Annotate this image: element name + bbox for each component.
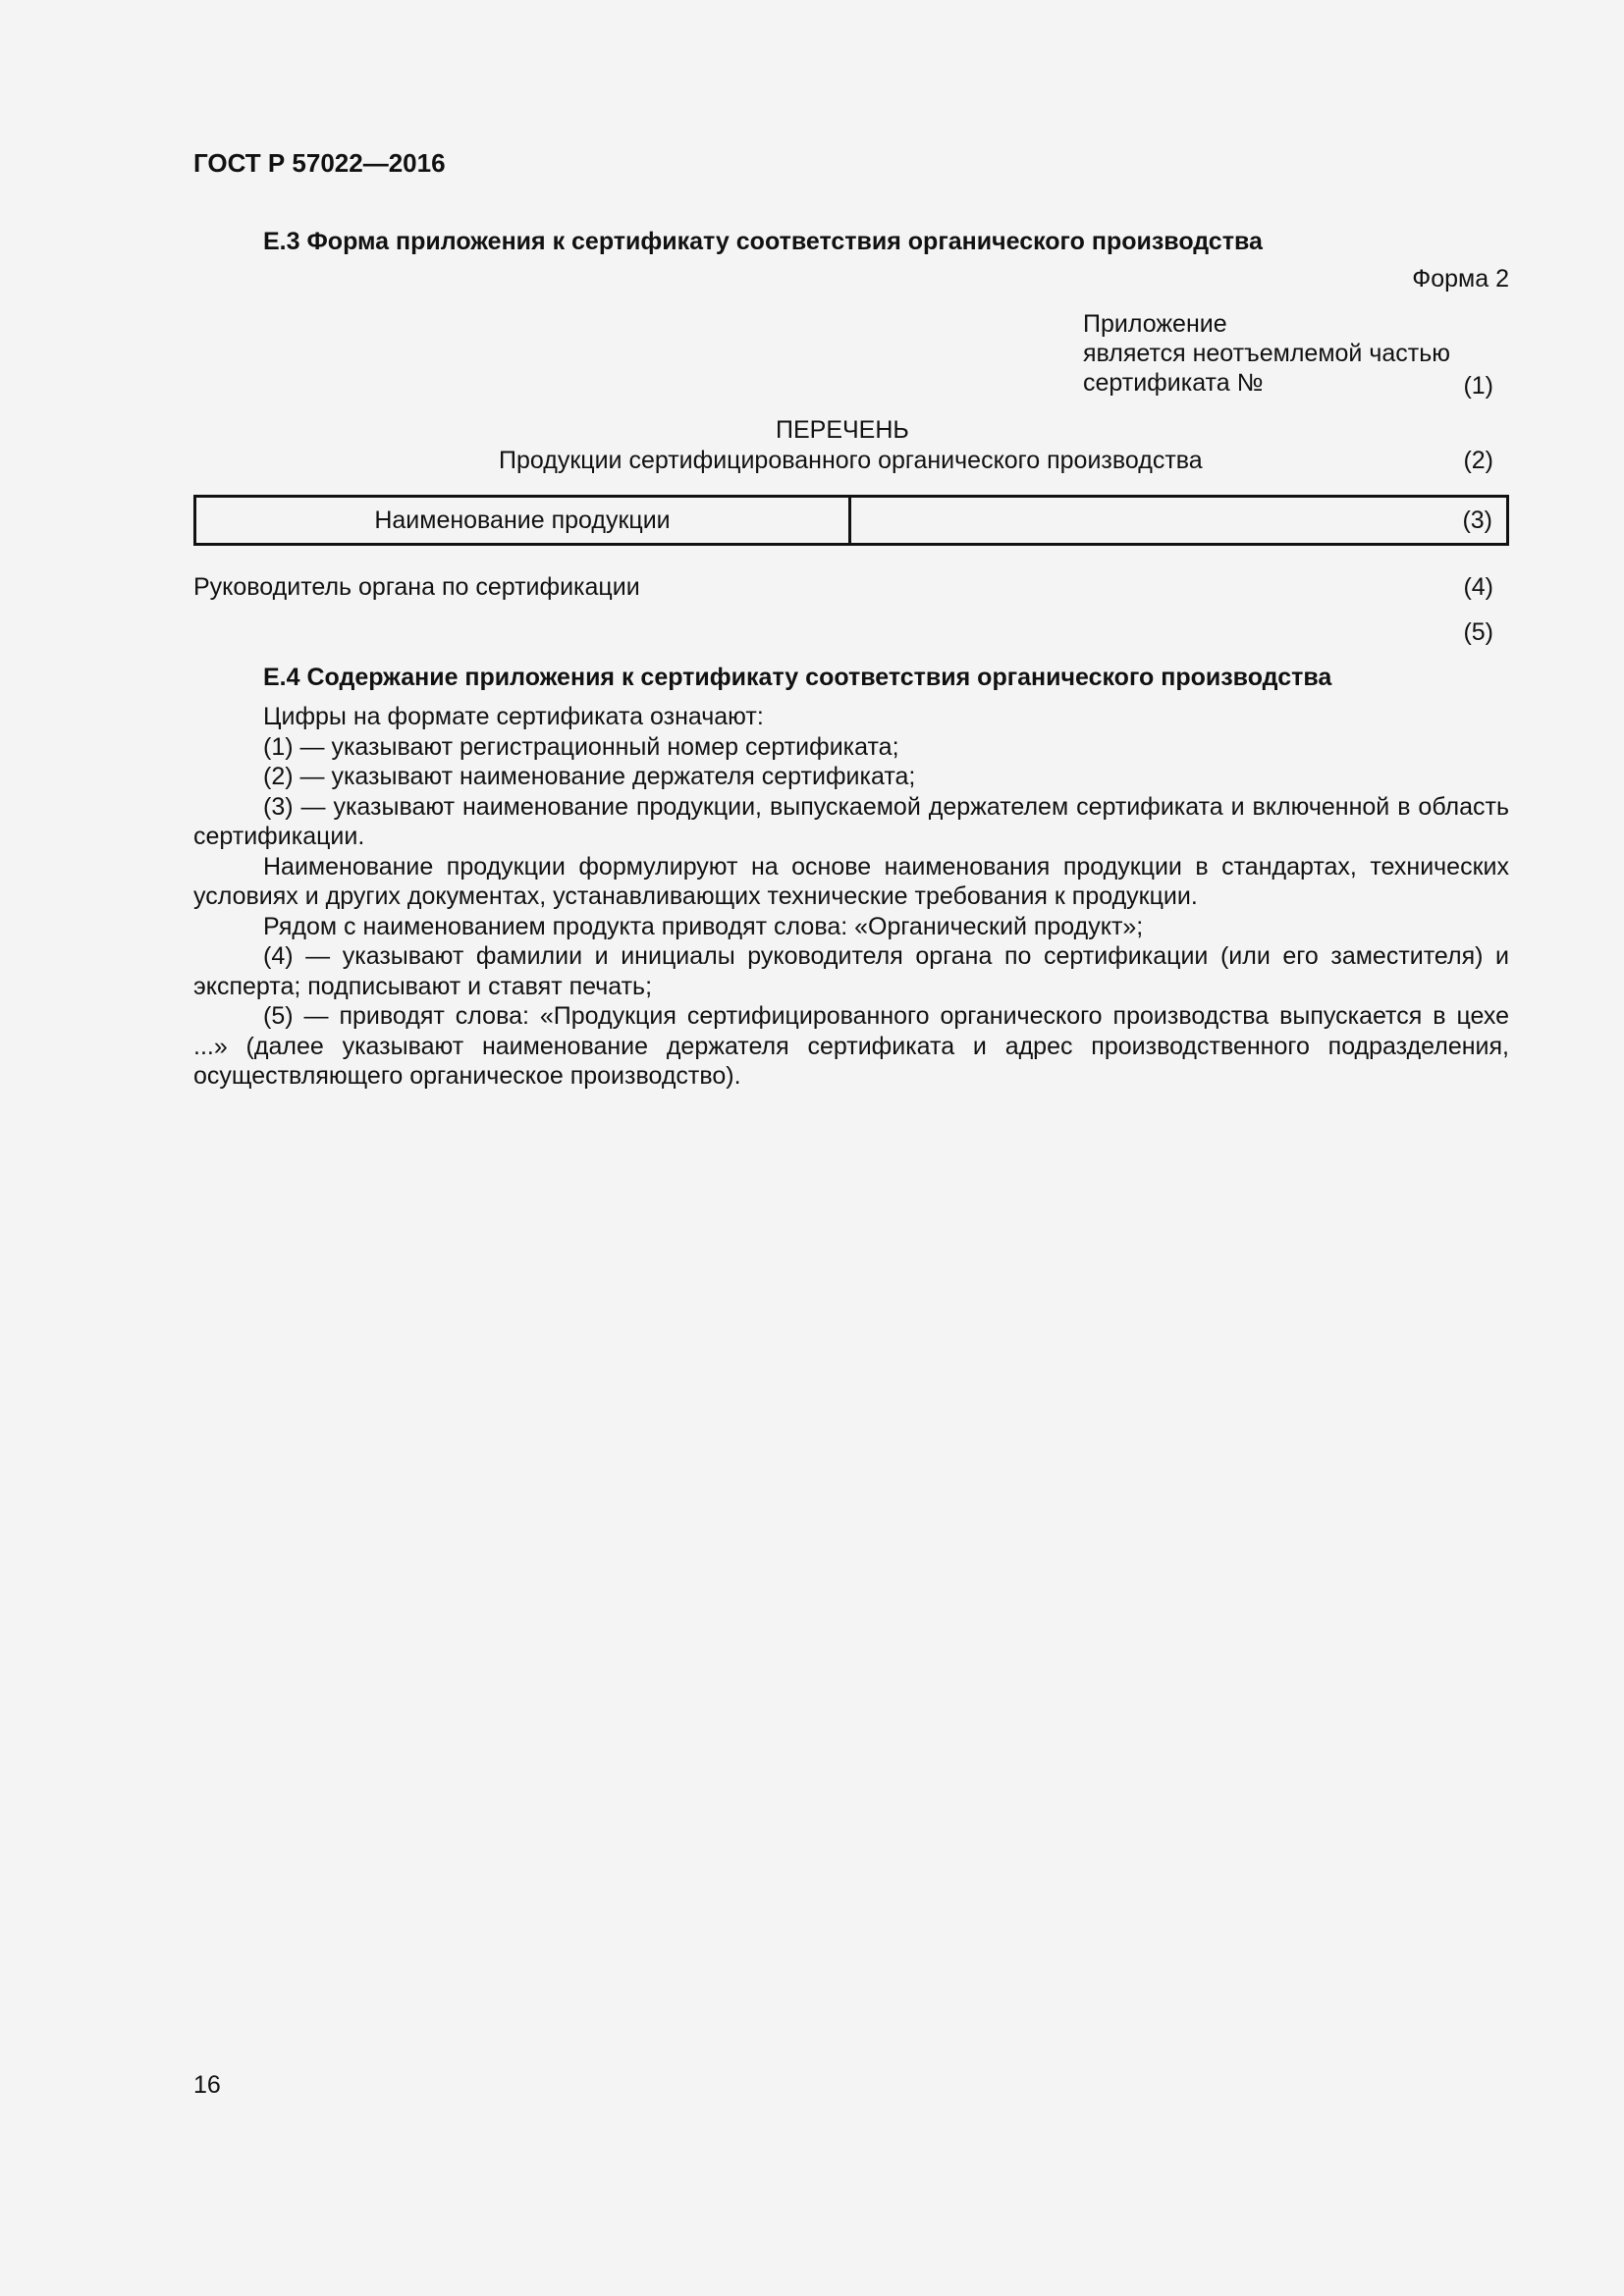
table-row [195,497,1508,545]
paragraph: (2) — указывают наименование держателя сертификата; [263,763,916,790]
signatory-label: Руководитель органа по сертификации [193,573,640,601]
list-subtitle: Продукции сертифицированного органического производства [499,447,1203,474]
marker-2: (2) [1463,447,1493,474]
product-table [193,495,1509,546]
appendix-note [1083,309,1450,398]
list-title: ПЕРЕЧЕНЬ [776,416,909,444]
product-name-cell: Наименование продукции [195,497,850,545]
paragraph: (5) — приводят слова: «Продукция сертифицированного органического производства выпускается в цехе ...» (далее указывают наименование держателя сертификата и адрес производственного подразделения, осуществляющего органическое производство). [193,1002,1509,1090]
marker-4: (4) [1463,573,1493,601]
page-number: 16 [193,2071,221,2099]
appendix-note-line: сертификата № [1083,369,1264,397]
paragraph: Цифры на формате сертификата означают: [263,703,764,730]
paragraph: (1) — указывают регистрационный номер сертификата; [263,732,899,761]
section-e3-title: Е.3 Форма приложения к сертификату соответствия органического производства [263,228,1263,255]
section-e4-body [193,702,1509,1092]
paragraph: Рядом с наименованием продукта приводят слова: «Органический продукт»; [263,912,1144,940]
paragraph: (4) — указывают фамилии и инициалы руководителя органа по сертификации (или его заместителя) и эксперта; подписывают и ставят печать; [193,942,1509,1000]
appendix-note-line: Приложение [1083,310,1227,338]
section-e4-title: Е.4 Содержание приложения к сертификату соответствия органического производства [263,664,1332,691]
document-code-header: ГОСТ Р 57022—2016 [193,148,446,178]
paragraph: (3) — указывают наименование продукции, выпускаемой держателем сертификата и включенной в область сертификации. [193,792,1509,850]
form-label: Форма 2 [1412,265,1509,293]
marker-5: (5) [1463,618,1493,646]
marker-3: (3) [850,497,1508,545]
appendix-note-line: является неотъемлемой частью [1083,340,1450,367]
paragraph: Наименование продукции формулируют на основе наименования продукции в стандартах, технических условиях и других документах, устанавливающих технические требования к продукции. [193,852,1509,910]
marker-1: (1) [1463,372,1493,400]
